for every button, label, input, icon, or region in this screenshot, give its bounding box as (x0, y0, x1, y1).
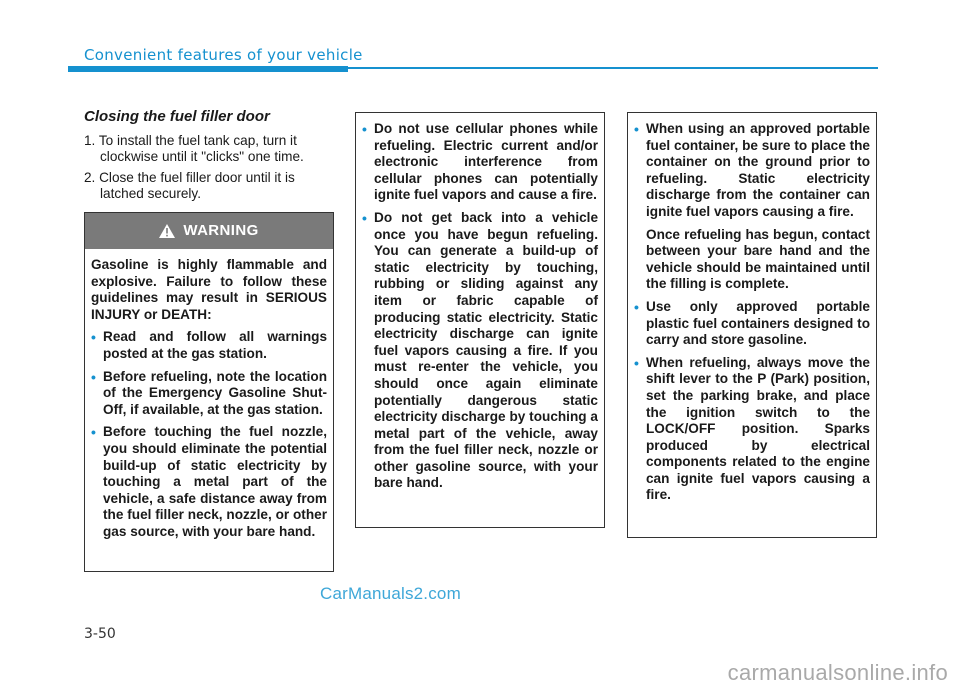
bullet-text: Do not use cellular phones while refueling. Electric current and/or electronic interference from cellular phones can potentially ignite fuel vapors and cause a fire. (374, 121, 598, 203)
bullet-text: Use only approved portable plastic fuel containers designed to carry and store gasoline. (646, 298, 870, 348)
warning-continued-box-middle (355, 112, 605, 528)
bullet-dot-icon: • (362, 121, 367, 137)
header-rule (348, 67, 878, 69)
bullet-item (91, 424, 327, 540)
section-closing-fuel-door (84, 108, 334, 207)
bullet-text: Do not get back into a vehicle once you have begun refueling. You can generate a build-up of static electricity by touching, rubbing or sliding against any item or fabric capable of producing static electricity. Static electricity discharge can ignite fuel vapors causing a fire. If you must re-enter the vehicle, you should once again eliminate potentially dangerous static electricity discharge by touching a metal part of the vehicle, away from the fuel filler neck, nozzle or other gasoline source, with your bare hand. (374, 209, 598, 491)
step-item: 2. Close the fuel filler door until it is latched securely. (84, 170, 295, 201)
bullet-item (634, 355, 870, 504)
bullet-dot-icon: • (634, 121, 639, 137)
bullet-dot-icon: • (362, 209, 367, 226)
bullet-text: Read and follow all warnings posted at the gas station. (103, 329, 327, 361)
bullet-item (362, 210, 598, 492)
bullet-item (91, 369, 327, 419)
warning-continued-box-right (627, 112, 877, 538)
watermark-link[interactable]: CarManuals2.com (320, 584, 461, 603)
right-bullets (634, 121, 870, 221)
section-heading: Closing the fuel filler door (84, 108, 270, 125)
header-title: Convenient features of your vehicle (84, 46, 363, 64)
bullet-item (634, 121, 870, 221)
bullet-text: When using an approved portable fuel container, be sure to place the container on the ground prior to refueling. Static electricity discharge from the container can ignite fuel vapors causing a fire. (646, 121, 870, 219)
header-bar (68, 66, 348, 72)
bullet-text: When refueling, always move the shift lever to the P (Park) position, set the parking brake, and place the ignition switch to the LOCK/OFF position. Sparks produced by electrical components related to the engine can ignite fuel vapors causing a fire. (646, 354, 870, 503)
footer-watermark: carmanualsonline.info (727, 660, 948, 685)
right-bullets-more (634, 299, 870, 504)
bullet-text: Before touching the fuel nozzle, you should eliminate the potential build-up of static electricity by touching a metal part of the vehicle, a safe distance away from the fuel filler neck, nozzle, or other gas source, with your bare hand. (103, 424, 327, 539)
warning-intro: Gasoline is highly flammable and explosive. Failure to follow these guidelines may result in SERIOUS INJURY or DEATH: (91, 257, 327, 322)
bullet-item (634, 299, 870, 349)
bullet-dot-icon: • (91, 368, 96, 385)
bullet-dot-icon: • (634, 354, 639, 371)
bullet-followup: Once refueling has begun, contact between your bare hand and the vehicle should be maintained until the filling is complete. (646, 226, 870, 292)
bullet-dot-icon: • (91, 424, 96, 441)
warning-box (84, 212, 334, 572)
bullet-text: Before refueling, note the location of the Emergency Gasoline Shut-Off, if available, at the gas station. (103, 368, 327, 417)
bullet-item (91, 329, 327, 362)
bullet-dot-icon: • (634, 298, 639, 315)
step-item: 1. To install the fuel tank cap, turn it clockwise until it "clicks" one time. (84, 133, 304, 164)
warning-banner (85, 213, 333, 249)
page-number: 3-50 (84, 626, 116, 642)
warning-triangle-icon (159, 224, 175, 238)
bullet-dot-icon: • (91, 329, 96, 346)
warning-bullets (91, 329, 327, 540)
middle-bullets (362, 121, 598, 492)
bullet-item (362, 121, 598, 204)
steps-list (84, 133, 334, 202)
warning-label: WARNING (183, 221, 259, 239)
